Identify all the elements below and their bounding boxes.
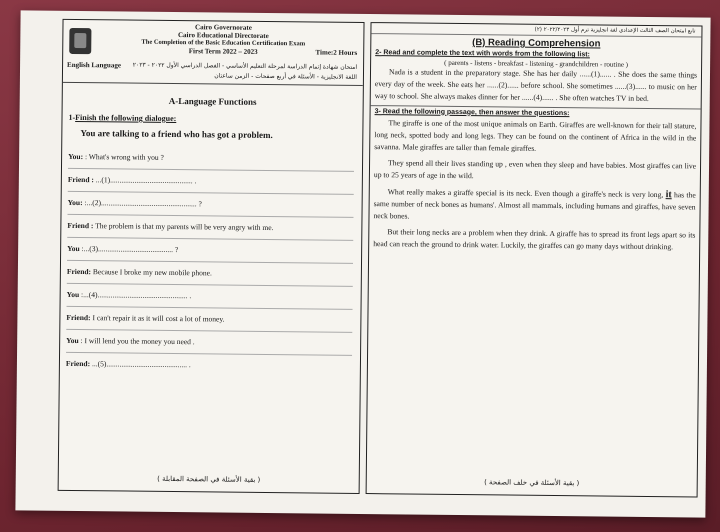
dialogue-line: You : I will lend you the money you need . <box>66 330 352 356</box>
section-title: A-Language Functions <box>168 95 257 107</box>
right-page-header: تابع امتحان الصف الثالث الإعدادي لغة انجليزية ترم أول ٢٠٢٢/٢٠٢٣ (٢) <box>371 23 701 37</box>
left-footer: ( بقية الأسئلة في الصفحة المقابلة ) <box>157 474 261 484</box>
arabic-header-line2: اللغة الانجليزية - الأسئلة في أربع صفحات - الزمن ساعتان <box>214 72 357 81</box>
question-2: 2- Read and complete the text with words from the following list: <box>375 49 590 59</box>
dialogue-line: You :...(3)........................................ ? <box>67 238 353 264</box>
exam-name: The Completion of the Basic Education Certification Exam <box>141 38 306 48</box>
passage-paragraph: The giraffe is one of the most unique animals on Earth. Giraffes are well-known for their tall stature, long neck, spotted body and long legs. They can be found on the continent of Africa in the wild in the savanna. Male giraffes are taller than female giraffes. <box>374 117 697 153</box>
directorate: Cairo Educational Directorate <box>177 31 269 41</box>
subject: English Language <box>67 60 121 70</box>
word-list: ( parents - listens - breakfast - listening - grandchildren - routine ) <box>444 58 629 69</box>
dialogue-line: Friend: I can't repair it as it will cost a lot of money. <box>66 307 352 333</box>
section-title-reading: (B) Reading Comprehension <box>472 37 601 50</box>
governorate: Cairo Governorate <box>195 23 252 32</box>
passage-paragraph: What really makes a giraffe special is its neck. Even though a giraffe's neck is very long, it has the same number of neck bones as humans'. Almost all mammals, including humans and giraffes, have seven neck bones. <box>373 186 696 221</box>
dialogue-line: You: :...(2)................................................... ? <box>67 192 353 218</box>
term: First Term 2022 – 2023 <box>188 47 258 56</box>
right-footer: ( بقية الأسئلة في خلف الصفحة ) <box>484 478 580 488</box>
dialogue-line: Friend : ...(1)............................................ . <box>68 169 354 195</box>
dialogue-line: You: : What's wrong with you ? <box>68 146 354 172</box>
exam-sheet <box>15 10 710 517</box>
arabic-header-line1: امتحان شهادة إتمام الدراسة لمرحلة التعليم الأساسي - الفصل الدراسي الأول ٢٠٢٢ - ٢٠٢٣ <box>132 61 358 71</box>
emblem-logo <box>69 28 91 54</box>
passage-paragraph: They spend all their lives standing up , even when they sleep and have babies. Most giraffes can live up to 25 years of age in the wild. <box>373 158 697 181</box>
passage-paragraph: But their long necks are a problem when they drink. A giraffe has to spread its front legs apart so its head can reach the ground to drink water. Luckily, the giraffes can go many days without drinking. <box>373 227 696 252</box>
dialogue-line: You :...(4)................................................ . <box>67 284 353 310</box>
left-page <box>58 19 365 494</box>
dialogue-intro: You are talking to a friend who has got a problem. <box>80 128 273 141</box>
dialogue-line: Friend: ...(5)........................................... . <box>65 358 191 370</box>
giraffe-passage <box>373 117 696 254</box>
exam-time: Time:2 Hours <box>315 48 358 57</box>
highlighted-it: it <box>665 188 672 200</box>
question-1: 1-Finish the following dialogue: <box>68 112 177 124</box>
nada-paragraph: Nada is a student in the preparatory stage. She has her daily ......(1)...... . She does the same things every day of the week. She eats her ......(2)...... before school. She sometimes ......(3)...... to music on her way to school. She always makes dinner for her ......(4)...... . She often watches TV in bed. <box>374 67 698 104</box>
exam-header <box>63 20 364 86</box>
right-page <box>366 22 703 497</box>
question-3: 3- Read the following passage, then answer the questions: <box>374 107 570 117</box>
dialogue-line: Friend : The problem is that my parents will be very angry with me. <box>67 215 353 241</box>
dialogue <box>60 146 362 378</box>
dialogue-line: Friend: Because I broke my new mobile phone. <box>67 261 353 287</box>
question-2-text <box>375 66 697 106</box>
